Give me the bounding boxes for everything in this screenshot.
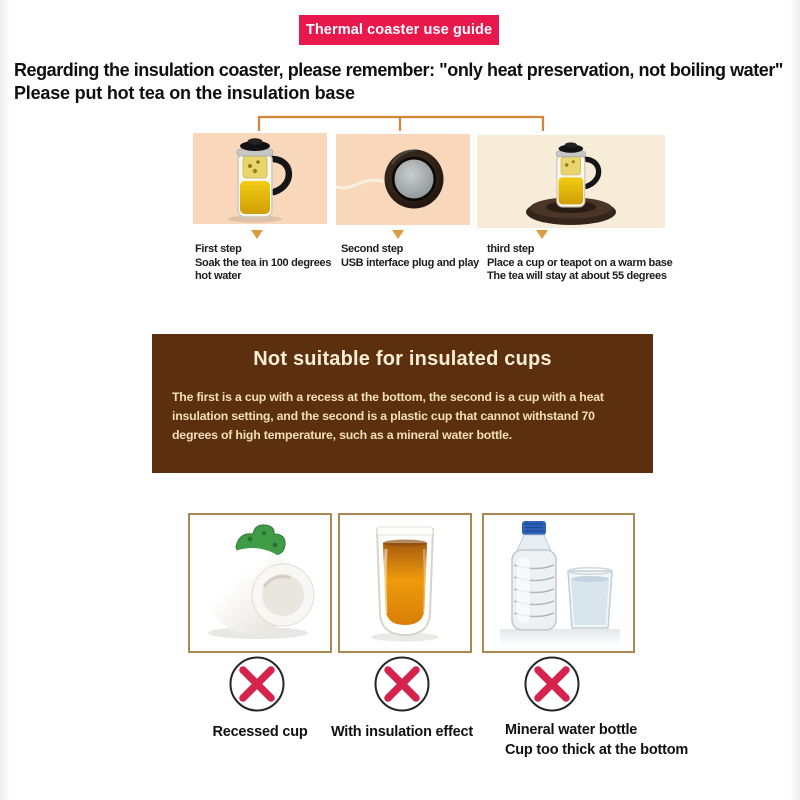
bottle-and-glass-illustration: [484, 515, 633, 651]
caption-line: Cup too thick at the bottom: [505, 742, 689, 758]
caption-mineral-bottle: [505, 720, 725, 760]
page-edge-shadow-left: [0, 0, 10, 800]
prohibited-cross-icon: [373, 655, 431, 713]
caption-line: Mineral water bottle: [505, 722, 638, 738]
teapot-illustration: [193, 133, 327, 224]
page-edge-shadow-right: [790, 0, 800, 800]
step3-text: [487, 243, 672, 284]
down-arrow-icon: [392, 230, 404, 239]
down-arrow-icon: [251, 230, 263, 239]
prohibited-cross-icon: [523, 655, 581, 713]
unsuitable-photo-bottle-and-glass: [482, 513, 635, 653]
warning-body-line1: The first is a cup with a recess at the bottom, the second is a cup with a heat: [172, 390, 604, 404]
warning-body: [172, 388, 645, 445]
step2-line1: USB interface plug and play: [341, 256, 479, 269]
step3-title: third step: [487, 243, 535, 255]
connector-bracket-icon: [250, 109, 550, 133]
title-banner: [299, 15, 499, 45]
down-arrow-icon: [536, 230, 548, 239]
step2-photo: [336, 134, 470, 225]
caption-recessed-cup: [188, 722, 332, 742]
recessed-cup-illustration: [190, 515, 330, 651]
step3-line2: The tea will stay at about 55 degrees: [487, 270, 667, 282]
caption-line: Recessed cup: [212, 724, 308, 740]
caption-insulation-effect: [322, 722, 482, 742]
title-banner-label: Thermal coaster use guide: [305, 22, 493, 38]
step1-line1: Soak the tea in 100 degrees: [195, 256, 332, 269]
step2-text: [341, 243, 479, 270]
warning-box: [152, 334, 653, 473]
unsuitable-photo-recessed-cup: [188, 513, 332, 653]
step1-line2: hot water: [195, 270, 242, 282]
step3-photo: [477, 135, 665, 228]
step1-photo: [193, 133, 327, 224]
usb-coaster-illustration: [336, 134, 470, 225]
caption-line: With insulation effect: [330, 724, 474, 740]
prohibited-cross-icon: [228, 655, 286, 713]
step3-line1: Place a cup or teapot on a warm base: [487, 256, 673, 269]
warning-body-line2: insulation setting, and the second is a plastic cup that cannot withstand 70: [172, 409, 595, 423]
step2-title: Second step: [341, 243, 404, 255]
insulated-glass-illustration: [340, 515, 470, 651]
intro-heading: [14, 59, 800, 105]
step1-text: [195, 243, 331, 284]
intro-line-2: Please put hot tea on the insulation base: [14, 83, 355, 103]
warning-title: Not suitable for insulated cups: [253, 348, 552, 370]
unsuitable-photo-insulated-glass: [338, 513, 472, 653]
step1-title: First step: [195, 243, 242, 255]
teapot-on-base-illustration: [477, 135, 665, 228]
intro-line-1: Regarding the insulation coaster, please remember: "only heat preservation, not boiling water": [14, 60, 783, 80]
warning-body-line3: degrees of high temperature, such as a mineral water bottle.: [172, 428, 512, 442]
